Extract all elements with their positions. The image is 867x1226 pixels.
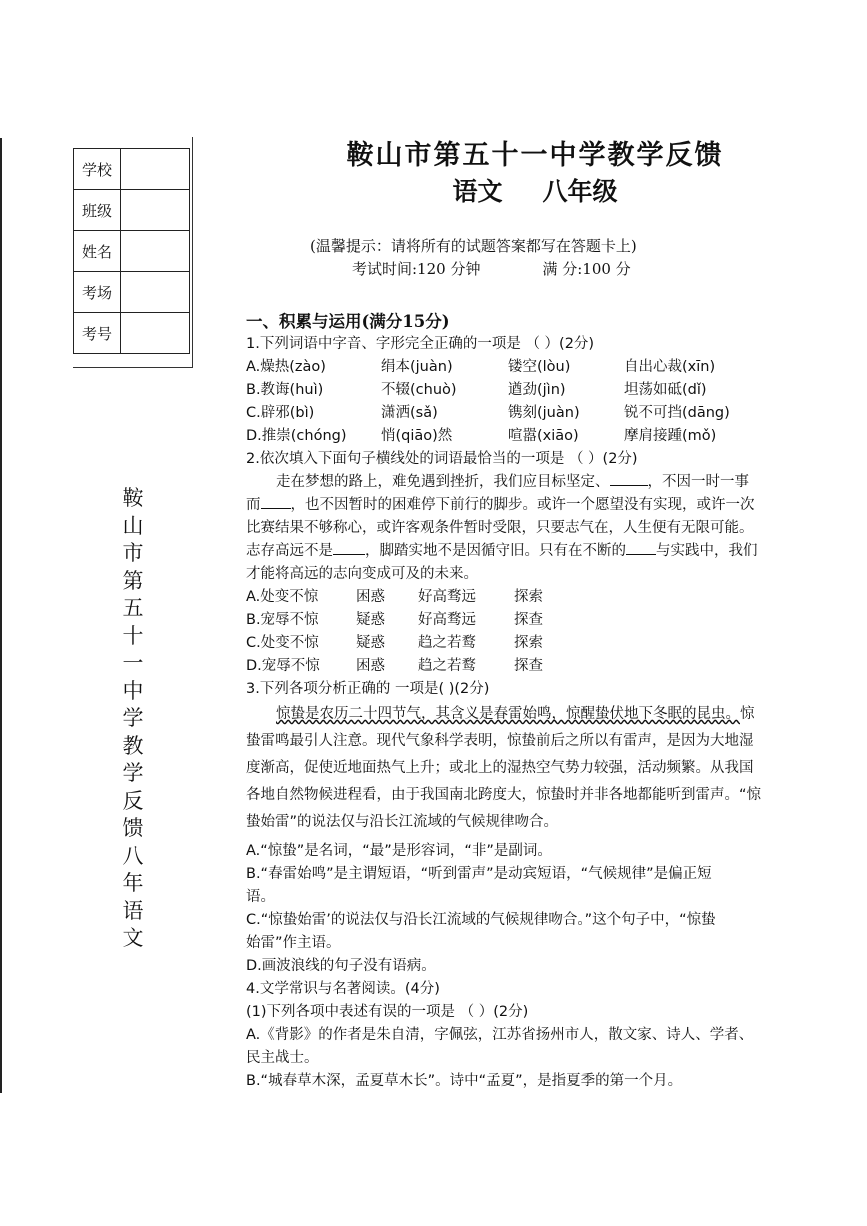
- question-3-passage-line: 蛰始雷”的说法仅与沿长江流域的气候规律吻合。: [246, 814, 559, 830]
- option-cell: 探索: [514, 589, 543, 605]
- vertical-char: 馈: [122, 816, 144, 840]
- info-row-class: [74, 190, 190, 231]
- option-cell: 自出心裁(xīn): [624, 359, 716, 375]
- question-4-option: 民主战士。: [246, 1050, 319, 1066]
- option-cell: 绢本(juàn): [381, 359, 453, 375]
- vertical-char: 学: [122, 761, 144, 785]
- question-4-stem: 4.文学常识与名著阅读。(4分): [246, 981, 440, 997]
- info-label: 考场: [74, 272, 121, 313]
- exam-tip: (温馨提示：请将所有的试题答案都写在答题卡上): [310, 237, 637, 255]
- question-2-passage-line: [246, 471, 806, 494]
- question-4-option: A.《背影》的作者是朱自清，字佩弦，江苏省扬州市人，散文家、诗人、学者、: [246, 1027, 754, 1043]
- full-score: 满 分:100 分: [542, 260, 631, 278]
- question-2-passage-line: [246, 540, 806, 563]
- passage-text: ，脚踏实地不是因循守旧。只有在不断的: [365, 543, 626, 559]
- question-4-sub1: (1)下列各项中表述有误的一项是 （ ）(2分): [246, 1004, 529, 1020]
- info-row-school: [74, 149, 190, 190]
- vertical-char: 教: [122, 733, 144, 758]
- option-cell: 潇洒(sǎ): [381, 405, 438, 421]
- vertical-char: 十: [122, 623, 144, 648]
- question-3-option: D.画波浪线的句子没有语病。: [246, 958, 436, 974]
- fill-blank: [610, 471, 648, 486]
- question-2-passage-line: [246, 494, 806, 517]
- info-label: 姓名: [74, 231, 121, 272]
- question-3-option: 语。: [246, 889, 275, 905]
- vertical-char: 语: [122, 898, 144, 923]
- option-cell: 好高骛远: [418, 589, 476, 605]
- info-blank: [121, 149, 190, 190]
- option-cell: 困惑: [356, 589, 385, 605]
- vertical-char: 第: [122, 568, 144, 593]
- vertical-char: 反: [122, 788, 144, 813]
- question-3-stem: 3.下列各项分析正确的 一项是( )(2分): [246, 681, 490, 697]
- option-cell: 疑惑: [356, 612, 385, 628]
- option-cell: 不辍(chuò): [381, 382, 457, 398]
- question-2-passage-line: 才能将高远的志向变成可及的未来。: [246, 566, 478, 582]
- question-2-option-b: [246, 609, 806, 632]
- vertical-char: 一: [122, 651, 144, 675]
- passage-text: 走在梦想的路上，难免遇到挫折，我们应目标坚定、: [276, 474, 610, 490]
- question-1-option-b: [246, 379, 806, 402]
- option-cell: B.宠辱不惊: [246, 612, 319, 628]
- question-3-option: B.“春雷始鸣”是主谓短语，“听到雷声”是动宾短语，“气候规律”是偏正短: [246, 866, 712, 882]
- vertical-char: 五: [122, 596, 144, 620]
- passage-text: 而: [246, 497, 261, 513]
- passage-text: 与实践中，我们: [656, 543, 758, 559]
- grade-label: 八年级: [542, 177, 618, 206]
- vertical-char: 鞍: [122, 486, 144, 510]
- info-label: 班级: [74, 190, 121, 231]
- question-2-option-a: [246, 586, 806, 609]
- exam-content: [246, 310, 806, 1093]
- question-1-option-a: [246, 356, 806, 379]
- option-cell: 镂空(lòu): [508, 359, 571, 375]
- question-2-stem: 2.依次填入下面句子横线处的词语最恰当的一项是 （ ）(2分): [246, 451, 638, 467]
- vertical-char: 市: [122, 541, 144, 565]
- option-cell: A.燥热(zào): [246, 359, 326, 375]
- vertical-char: 八: [122, 843, 144, 868]
- option-cell: 遒劲(jìn): [508, 382, 566, 398]
- option-cell: 镌刻(juàn): [508, 405, 580, 421]
- option-cell: D.推崇(chóng): [246, 428, 347, 444]
- option-cell: B.教诲(huì): [246, 382, 324, 398]
- option-cell: 锐不可挡(dāng): [624, 405, 730, 421]
- info-blank: [121, 272, 190, 313]
- left-binding-line: [0, 138, 2, 1093]
- question-1-option-c: [246, 402, 806, 425]
- vertical-char: 中: [122, 678, 144, 703]
- exam-time: 考试时间:120 分钟: [352, 260, 481, 278]
- fill-blank: [333, 540, 365, 555]
- option-cell: C.辟邪(bì): [246, 405, 315, 421]
- option-cell: C.处变不惊: [246, 635, 319, 651]
- question-1-option-d: [246, 425, 806, 448]
- info-row-number: [74, 313, 190, 354]
- question-2-option-c: [246, 632, 806, 655]
- question-3-passage-line: 各地自然物候进程看，由于我国南北跨度大，惊蛰时并非各地都能听到雷声。“惊: [246, 787, 762, 803]
- question-3-option: C.“惊蛰始雷’的说法仅与沿长江流域的气候规律吻合。”这个句子中，“惊蛰: [246, 912, 716, 928]
- question-1-stem: 1.下列词语中字音、字形完全正确的一项是 （ ）(2分): [246, 336, 595, 352]
- vertical-char: 学: [122, 706, 144, 730]
- option-cell: 疑惑: [356, 635, 385, 651]
- student-info-table: [73, 148, 190, 354]
- fill-blank: [626, 540, 656, 555]
- option-cell: 困惑: [356, 658, 385, 674]
- option-cell: 探索: [514, 635, 543, 651]
- option-cell: 趋之若鹜: [418, 658, 476, 674]
- question-3-passage-line: 蛰雷鸣最引人注意。现代气象科学表明，惊蛰前后之所以有雷声，是因为大地湿: [246, 733, 754, 749]
- passage-text: 惊: [740, 706, 755, 722]
- question-3-option: 始雷”作主语。: [246, 935, 341, 951]
- passage-text: 志存高远不是: [246, 543, 333, 559]
- vertical-char: 年: [122, 871, 144, 895]
- info-blank: [121, 231, 190, 272]
- exam-meta: [352, 258, 631, 279]
- option-cell: A.处变不惊: [246, 589, 319, 605]
- wavy-underlined-sentence: 惊蛰是农历二十四节气，其含义是春雷始鸣，惊醒蛰伏地下冬眠的昆虫。: [276, 706, 740, 722]
- info-label: 考号: [74, 313, 121, 354]
- vertical-char: 山: [122, 513, 144, 538]
- option-cell: 探查: [514, 658, 543, 674]
- option-cell: 趋之若鹜: [418, 635, 476, 651]
- option-cell: D.宠辱不惊: [246, 658, 320, 674]
- subject-label: 语文: [452, 177, 503, 206]
- option-cell: 摩肩接踵(mǒ): [624, 428, 717, 444]
- option-cell: 好高骛远: [418, 612, 476, 628]
- question-4-option: B.“城春草木深，孟夏草木长”。诗中“孟夏”，是指夏季的第一个月。: [246, 1073, 683, 1089]
- option-cell: 喧嚣(xiāo): [508, 428, 579, 444]
- option-cell: 悄(qiāo)然: [381, 428, 453, 444]
- vertical-char: 文: [122, 926, 144, 950]
- section-heading: 一、积累与运用(满分15分): [246, 312, 450, 331]
- option-cell: 探查: [514, 612, 543, 628]
- question-3-passage-line: [246, 701, 806, 728]
- question-3-passage-line: 度渐高，促使近地面热气上升；或北上的湿热空气势力较强，活动频繁。从我国: [246, 760, 754, 776]
- passage-text: ，不因一时一事: [647, 474, 749, 490]
- info-row-name: [74, 231, 190, 272]
- question-2-passage-line: 比赛结果不够称心，或许客观条件暂时受限，只要志气在，人生便有无限可能。: [246, 520, 754, 536]
- subject-grade-title: [300, 172, 770, 208]
- info-row-room: [74, 272, 190, 313]
- info-blank: [121, 190, 190, 231]
- option-cell: 坦荡如砥(dǐ): [624, 382, 707, 398]
- info-blank: [121, 313, 190, 354]
- fill-blank: [261, 494, 291, 509]
- vertical-title: [118, 485, 148, 953]
- question-2-option-d: [246, 655, 806, 678]
- info-label: 学校: [74, 149, 121, 190]
- school-title: 鞍山市第五十一中学教学反馈: [346, 140, 724, 171]
- passage-text: ，也不因暂时的困难停下前行的脚步。或许一个愿望没有实现，或许一次: [290, 497, 755, 513]
- question-3-option: A.“惊蛰”是名词，“最”是形容词，“非”是副词。: [246, 843, 552, 859]
